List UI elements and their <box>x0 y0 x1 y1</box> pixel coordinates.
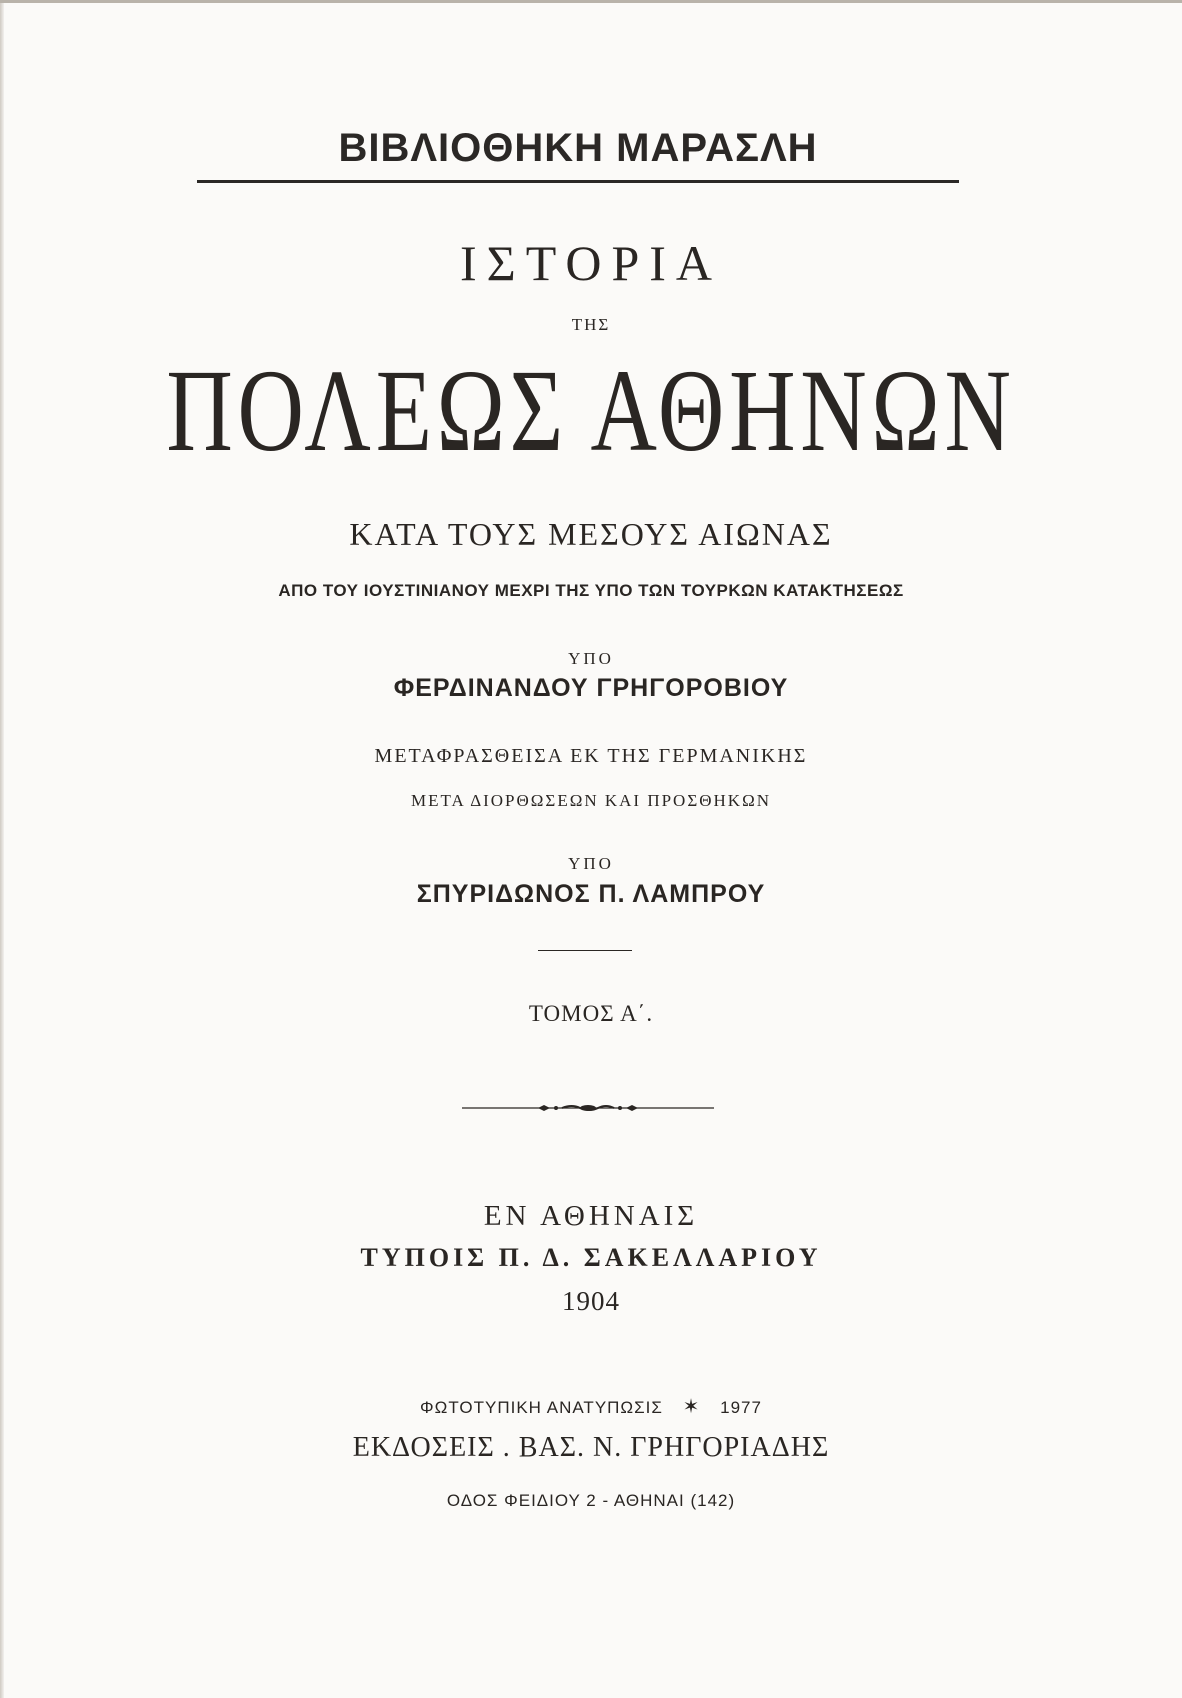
corrections-note: ΜΕΤΑ ΔΙΟΡΘΩΣΕΩΝ ΚΑΙ ΠΡΟΣΘΗΚΩΝ <box>411 791 771 810</box>
title-article: ΤΗΣ <box>571 315 611 334</box>
translator-by: ΥΠΟ <box>568 854 614 873</box>
author-by: ΥΠΟ <box>568 649 614 668</box>
translation-note: ΜΕΤΑΦΡΑΣΘΕΙΣΑ ΕΚ ΤΗΣ ΓΕΡΜΑΝΙΚΗΣ <box>374 745 808 767</box>
imprint-place: ΕΝ ΑΘΗΝΑΙΣ <box>483 1200 699 1232</box>
imprint-printer: ΤΥΠΟΙΣ Π. Δ. ΣΑΚΕΛΛΑΡΙΟΥ <box>360 1243 822 1272</box>
imprint-year: 1904 <box>562 1286 620 1316</box>
subtitle: ΚΑΤΑ ΤΟΥΣ ΜΕΣΟΥΣ ΑΙΩΝΑΣ <box>349 516 833 552</box>
series-rule <box>197 180 959 183</box>
reprint-label: ΦΩΤΟΤΥΠΙΚΗ ΑΝΑΤΥΠΩΣΙΣ <box>420 1398 663 1417</box>
short-divider <box>538 950 632 951</box>
title-top: ΙΣΤΟΡΙΑ <box>459 235 723 291</box>
page-top-edge <box>0 0 1182 3</box>
main-title: ΠΟΛΕΩΣ ΑΘΗΝΩΝ <box>166 345 1016 476</box>
reprint-publisher: ΕΚΔΟΣΕΙΣ . ΒΑΣ. Ν. ΓΡΗΓΟΡΙΑΔΗΣ <box>352 1432 830 1463</box>
star-icon: ✶ <box>682 1396 701 1418</box>
reprint-year: 1977 <box>720 1398 762 1417</box>
translator-name: ΣΠΥΡΙΔΩΝΟΣ Π. ΛΑΜΠΡΟΥ <box>416 880 766 908</box>
series-title: ΒΙΒΛΙΟΘΗΚΗ ΜΑΡΑΣΛΗ <box>338 126 818 170</box>
author-name: ΦΕΡΔΙΝΑΝΔΟΥ ΓΡΗΓΟΡΟΒΙΟΥ <box>393 674 789 702</box>
period-range: ΑΠΟ ΤΟΥ ΙΟΥΣΤΙΝΙΑΝΟΥ ΜΕΧΡΙ ΤΗΣ ΥΠΟ ΤΩΝ ΤΟΥΡΚΩΝ ΚΑΤΑΚΤΗΣΕΩΣ <box>278 581 904 600</box>
ornamental-divider <box>462 1100 714 1116</box>
reprint-line <box>0 1397 1182 1417</box>
publisher-address: ΟΔΟΣ ΦΕΙΔΙΟΥ 2 - ΑΘΗΝΑΙ (142) <box>446 1491 736 1510</box>
volume-label: ΤΟΜΟΣ Α΄. <box>528 1001 654 1026</box>
